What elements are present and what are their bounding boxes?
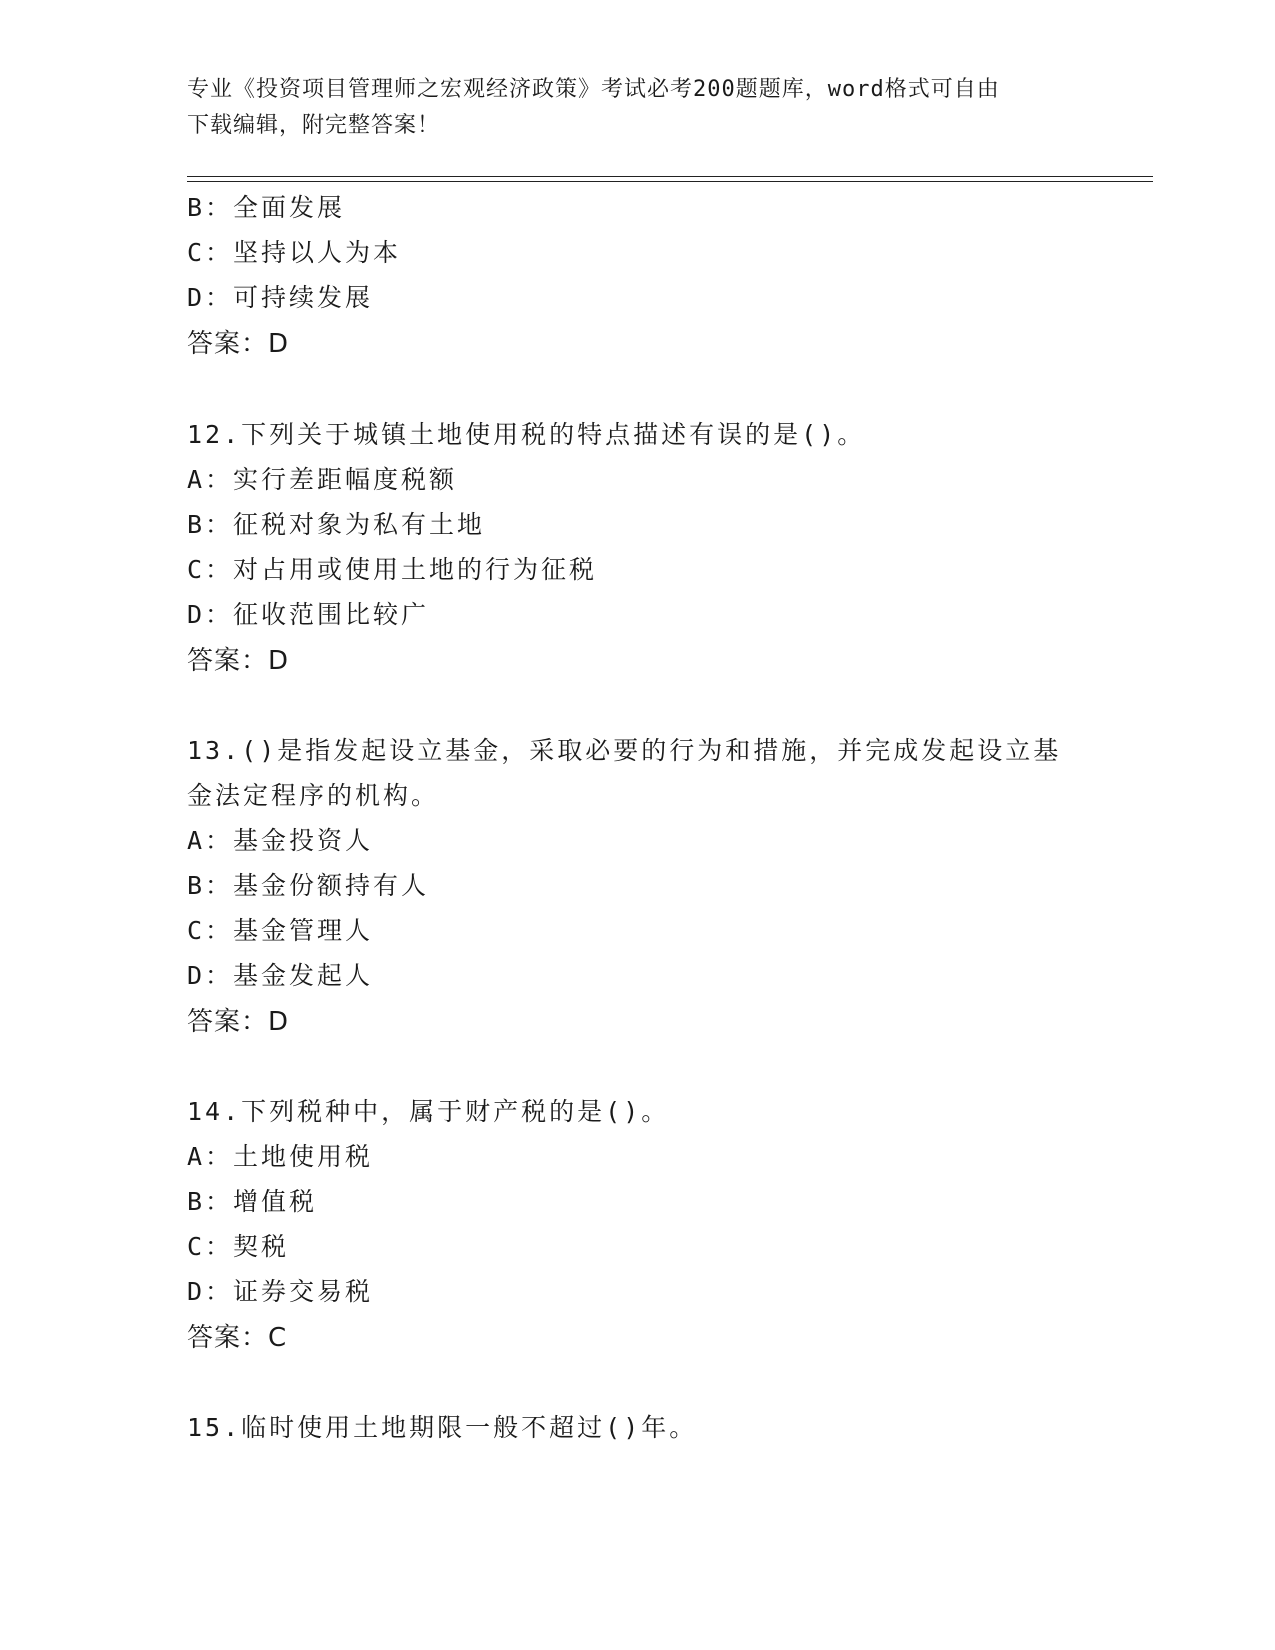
q13-answer: 答案：D <box>187 1007 290 1037</box>
q13-option-a: A：基金投资人 <box>187 826 374 855</box>
q11-option-d: D：可持续发展 <box>187 283 374 312</box>
header-divider-top <box>187 176 1153 177</box>
q12-answer: 答案：D <box>187 646 290 676</box>
q14-option-d: D：证券交易税 <box>187 1277 374 1306</box>
q12-option-a: A：实行差距幅度税额 <box>187 465 458 494</box>
q11-option-c: C：坚持以人为本 <box>187 238 402 267</box>
q12-option-d: D：征收范围比较广 <box>187 600 430 629</box>
q14-stem: 14.下列税种中，属于财产税的是()。 <box>187 1097 670 1126</box>
q14-option-a: A：土地使用税 <box>187 1142 374 1171</box>
q14-option-b: B：增值税 <box>187 1187 318 1216</box>
q12-option-c: C：对占用或使用土地的行为征税 <box>187 555 598 584</box>
q13-stem-line-1: 13.()是指发起设立基金，采取必要的行为和措施，并完成发起设立基 <box>187 736 1062 765</box>
header-divider-bottom <box>187 181 1153 182</box>
q11-option-b: B：全面发展 <box>187 193 346 222</box>
q14-answer: 答案：C <box>187 1323 288 1353</box>
q12-option-b: B：征税对象为私有土地 <box>187 510 486 539</box>
header-line-1: 专业《投资项目管理师之宏观经济政策》考试必考200题题库，word格式可自由 <box>187 77 1000 102</box>
q13-option-b: B：基金份额持有人 <box>187 871 430 900</box>
q13-option-c: C：基金管理人 <box>187 916 374 945</box>
q13-option-d: D：基金发起人 <box>187 961 374 990</box>
q14-option-c: C：契税 <box>187 1232 290 1261</box>
q12-stem: 12.下列关于城镇土地使用税的特点描述有误的是()。 <box>187 420 866 449</box>
header-line-2: 下载编辑，附完整答案！ <box>187 113 441 138</box>
q15-stem: 15.临时使用土地期限一般不超过()年。 <box>187 1413 698 1442</box>
q11-answer: 答案：D <box>187 329 290 359</box>
q13-stem-line-2: 金法定程序的机构。 <box>187 781 440 810</box>
document-header <box>187 72 1087 144</box>
